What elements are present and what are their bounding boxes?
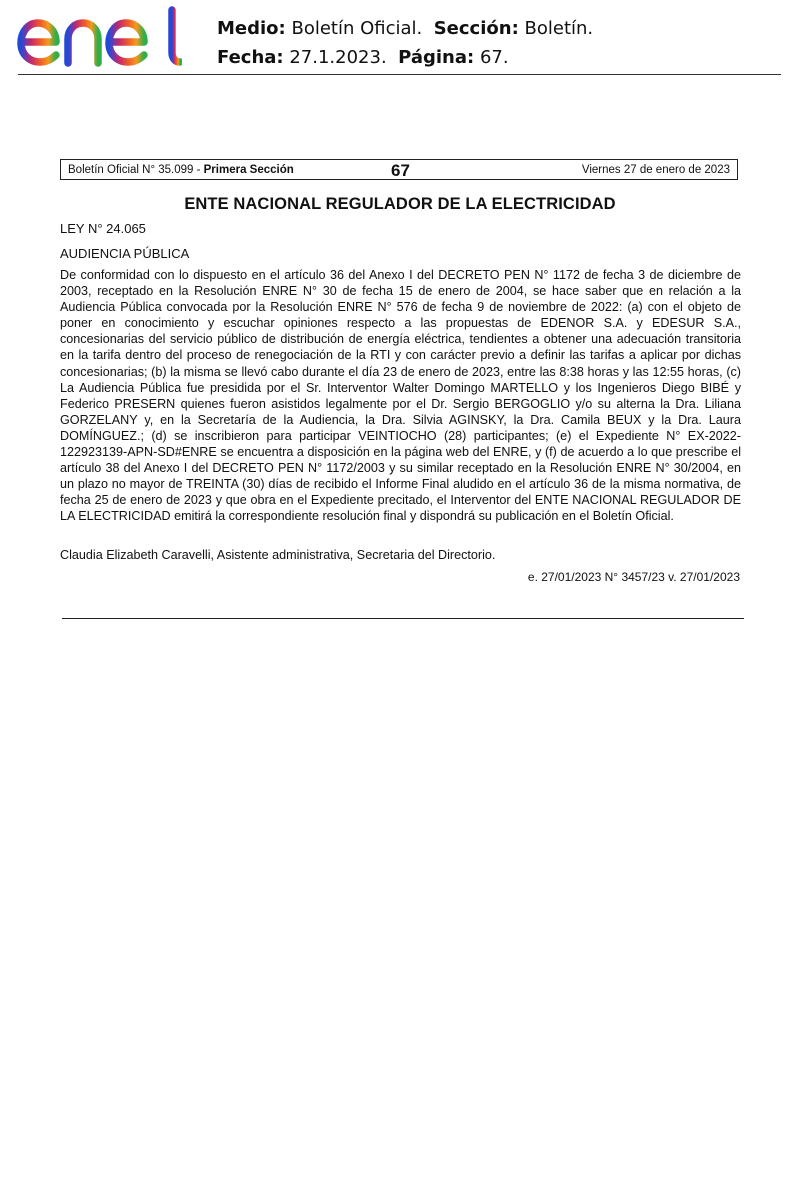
pagina-value: 67. (479, 47, 509, 68)
bulletin-issue-text: Boletín Oficial N° 35.099 - (68, 164, 204, 176)
fecha-label: Fecha: (217, 47, 284, 68)
notice-end-divider (62, 618, 744, 619)
notice-reference: e. 27/01/2023 N° 3457/23 v. 27/01/2023 (527, 570, 740, 584)
notice-body: De conformidad con lo dispuesto en el artículo 36 del Anexo I del DECRETO PEN N° 1172 de fecha 3 de diciembre de 2003, receptado en la Resolución ENRE N° 30 de fecha 15 de enero de 2004, se hace saber que en relación a la Audiencia Pública convocada por la Resolución ENRE N° 576 de fecha 9 de noviembre de 2022: (a) con el objeto de poner en conocimiento y escuchar opiniones respecto a las propuestas de EDENOR S.A. y EDESUR S.A., concesionarias del servicio público de distribución de energía eléctrica, tendientes a obtener una adecuación transitoria en la tarifa dentro del proceso de renegociación de la RTI y con carácter previo a definir las tarifas a aplicar por dichas concesionarias; (b) la misma se llevó cabo durante el día 23 de enero de 2023, entre las 8:38 horas y las 12:55 horas, (c) La Audiencia Pública fue presidida por el Sr. Interventor Walter Domingo MARTELLO y los Ingenieros Diego BIBÉ y Federico PRESERN quienes fueron asistidos legalmente por el Dr. Sergio BERGOGLIO y/o su alterna la Dra. Liliana GORZELANY y, en la Secretaría de la Audiencia, la Dra. Silvia AGINSKY, la Dra. Camila BEUX y la Dra. Laura DOMÍNGUEZ.; (d) se inscribieron para participar VEINTIOCHO (28) participantes; (e) el Expediente N° EX-2022-122923139-APN-SD#ENRE se encuentra a disposición en la página web del ENRE, y (f) de acuerdo a lo que prescribe el artículo 38 del Anexo I del DECRETO PEN N° 1172/2003 y su similar receptado en la Resolución ENRE N° 30/2004, en un plazo no mayor de TREINTA (30) días de recibido el Informe Final aludido en el artículo 36 de la misma normativa, de fecha 25 de enero de 2023 y que obra en el Expediente precitado, el Interventor del ENTE NACIONAL REGULADOR DE LA ELECTRICIDAD emitirá la correspondiente resolución final y dispondrá su publicación en el Boletín Oficial. (60, 268, 741, 524)
fecha-value: 27.1.2023. (289, 47, 387, 68)
bulletin-date: Viernes 27 de enero de 2023 (581, 164, 730, 176)
seccion-label: Sección: (433, 18, 519, 39)
medio-label: Medio: (217, 18, 286, 39)
bulletin-section: Primera Sección (203, 164, 294, 176)
pagina-label: Página: (398, 47, 475, 68)
bulletin-page-number: 67 (391, 161, 410, 180)
notice-entity-title: ENTE NACIONAL REGULADOR DE LA ELECTRICIDAD (184, 195, 616, 213)
notice-signature: Claudia Elizabeth Caravelli, Asistente administrativa, Secretaria del Directorio. (60, 548, 496, 562)
clipping-date-line (217, 47, 509, 68)
bulletin-issue (68, 164, 294, 176)
enel-logo (16, 6, 182, 68)
medio-value: Boletín Oficial. (291, 18, 423, 39)
seccion-value: Boletín. (524, 18, 594, 39)
clipping-media-line (217, 18, 593, 39)
notice-subject: AUDIENCIA PÚBLICA (60, 246, 190, 261)
bulletin-header (60, 159, 738, 180)
header-divider (18, 74, 781, 75)
notice-law: LEY N° 24.065 (60, 221, 146, 236)
